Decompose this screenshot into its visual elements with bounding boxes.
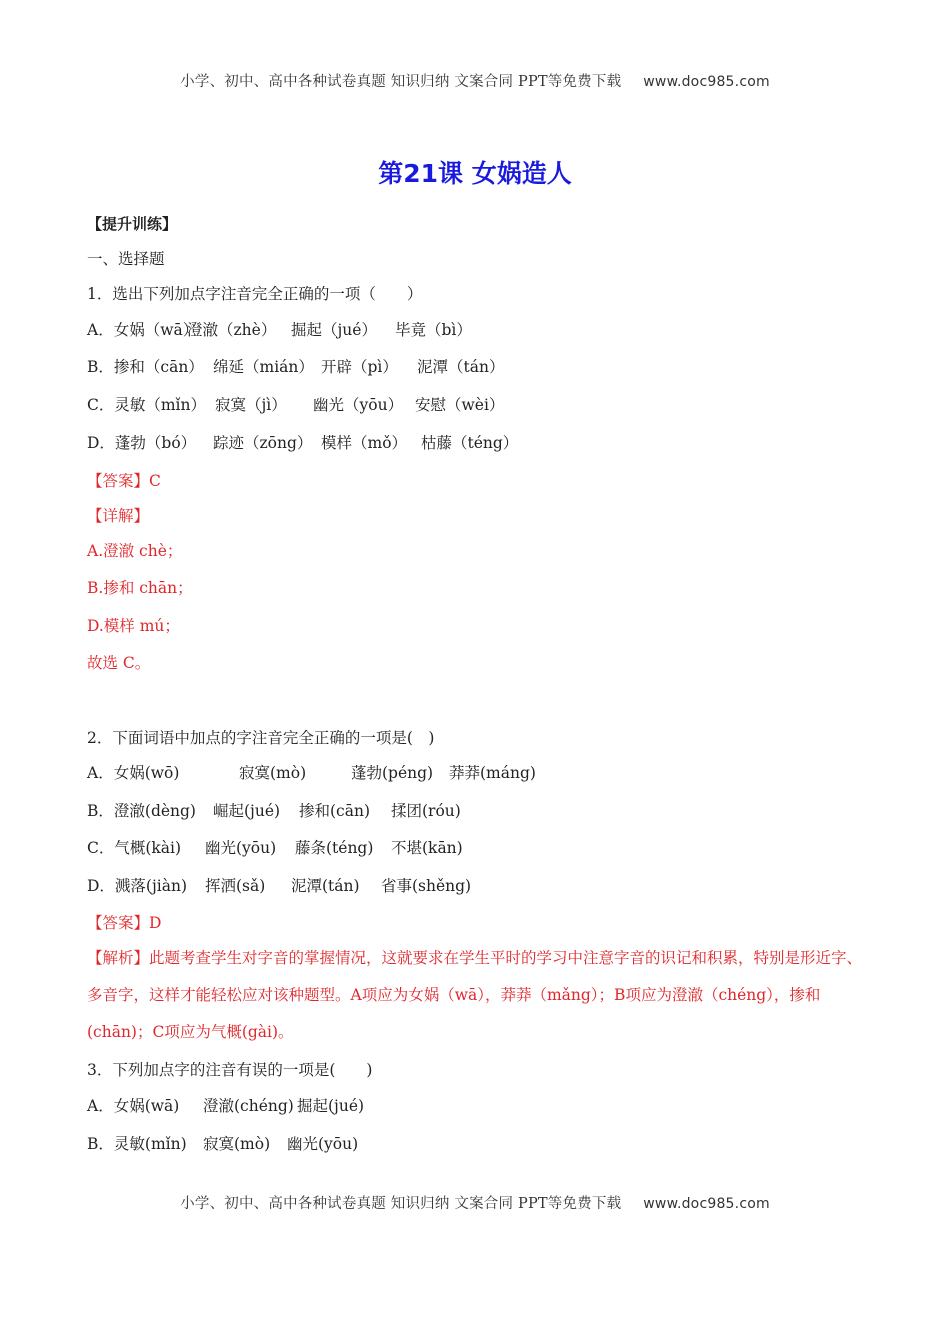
q2-option-d: D．溅落(jiàn) 挥洒(sǎ) 泥潭(tán) 省事(shěng) — [87, 877, 472, 895]
section-tag: 【提升训练】 — [87, 215, 178, 233]
q1-detail-b: B.掺和 chān； — [87, 579, 193, 597]
header-site-link[interactable]: www.doc985.com — [643, 74, 770, 90]
q3-option-b: B．灵敏(mǐn) 寂寞(mò) 幽光(yōu) — [87, 1135, 359, 1153]
q1-detail-d: D.模样 mú； — [87, 617, 180, 635]
page-header — [0, 70, 950, 91]
page-footer — [0, 1192, 950, 1213]
q1-option-a: A．女娲（wā）澄澈（zhè） 掘起（jué） 毕竟（bì） — [87, 321, 472, 339]
header-text: 小学、初中、高中各种试卷真题 知识归纳 文案合同 PPT等免费下载 — [180, 74, 622, 90]
q1-conclusion: 故选 C。 — [87, 654, 151, 672]
q2-option-c: C．气概(kài) 幽光(yōu) 藤条(téng) 不堪(kān) — [87, 839, 463, 857]
q1-stem: 1．选出下列加点字注音完全正确的一项（ ） — [87, 285, 423, 303]
q3-option-a: A．女娲(wā) 澄澈(chéng) 掘起(jué) — [87, 1097, 365, 1115]
q2-analysis: 【解析】此题考查学生对字音的掌握情况，这就要求在学生平时的学习中注意字音的识记和积累，特别是形近字、多音字，这样才能轻松应对该种题型。A项应为女娲（wā），莽莽（mǎng）；B项应为澄澈（chéng），掺和(chān)；C项应为气概(gài)。 — [87, 949, 863, 1041]
section-heading: 一、选择题 — [87, 250, 165, 268]
q1-answer: 【答案】C — [87, 472, 161, 490]
q2-option-a: A．女娲(wō) 寂寞(mò) 蓬勃(péng) 莽莽(máng) — [87, 764, 536, 782]
footer-text: 小学、初中、高中各种试卷真题 知识归纳 文案合同 PPT等免费下载 — [180, 1196, 622, 1212]
q1-option-c: C．灵敏（mǐn） 寂寞（jì） 幽光（yōu） 安慰（wèi） — [87, 396, 505, 414]
q1-option-b: B．掺和（cān） 绵延（mián） 开辟（pì） 泥潭（tán） — [87, 358, 505, 376]
q2-option-b: B．澄澈(dèng) 崛起(jué) 掺和(cān) 揉团(róu) — [87, 802, 461, 820]
q2-answer: 【答案】D — [87, 914, 162, 932]
q1-detail-a: A.澄澈 chè； — [87, 542, 183, 560]
q1-detail-tag: 【详解】 — [87, 507, 150, 525]
lesson-title: 第21课 女娲造人 — [378, 159, 572, 188]
q1-option-d: D．蓬勃（bó） 踪迹（zōng） 模样（mǒ） 枯藤（téng） — [87, 434, 519, 452]
q3-stem: 3．下列加点字的注音有误的一项是( ) — [87, 1061, 373, 1079]
q2-stem: 2．下面词语中加点的字注音完全正确的一项是( ) — [87, 729, 435, 747]
footer-site-link[interactable]: www.doc985.com — [643, 1196, 770, 1212]
